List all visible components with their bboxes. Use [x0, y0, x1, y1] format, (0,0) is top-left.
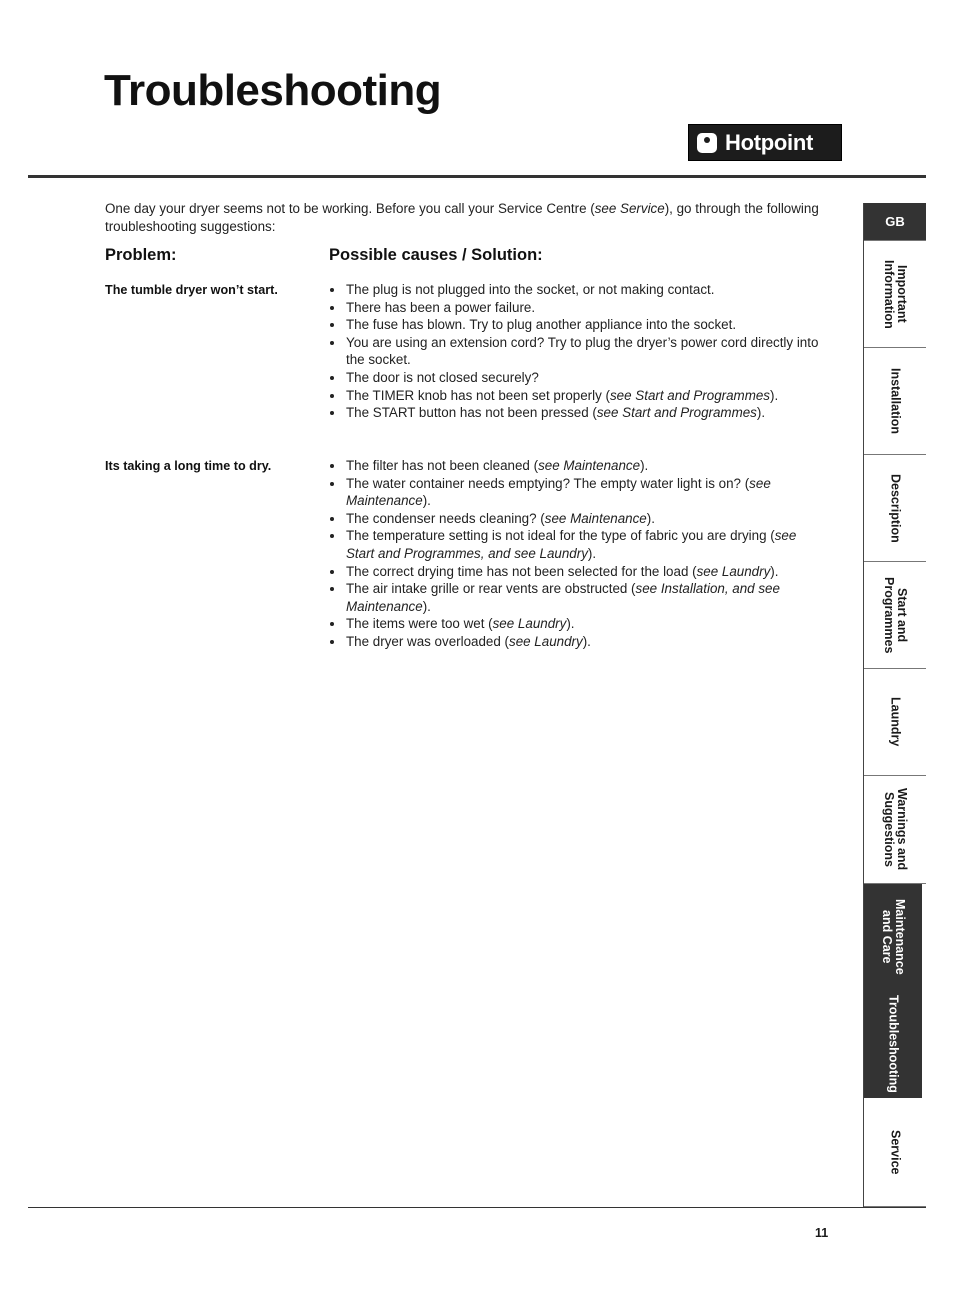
sidebar-tab-service[interactable]: [864, 1098, 926, 1207]
sidebar-tab-warnings-and-suggestions[interactable]: [864, 776, 926, 884]
section-sidebar: [863, 203, 926, 1208]
sidebar-tab-label: Description: [888, 473, 903, 543]
hotpoint-logo-icon: [697, 133, 717, 153]
cause-text: The TIMER knob has not been set properly (: [346, 387, 610, 403]
cause-text: The door is not closed securely?: [346, 369, 539, 385]
cross-reference[interactable]: see Start and Programmes: [609, 387, 770, 403]
sidebar-tab-start-and-programmes[interactable]: [864, 562, 926, 669]
cause-item: [329, 633, 819, 651]
cause-text: You are using an extension cord? Try to plug the dryer’s power cord directly into the socket.: [346, 334, 819, 368]
problem-column-heading: Problem:: [105, 246, 177, 264]
cross-reference[interactable]: see Maintenance: [538, 458, 641, 473]
sidebar-tab-troubleshooting[interactable]: [864, 991, 922, 1098]
cause-item: [329, 510, 819, 528]
sidebar-tab-label: Warnings and Suggestions: [882, 788, 909, 871]
sidebar-tab-laundry[interactable]: [864, 669, 926, 776]
sidebar-tab-label: Maintenance and Care: [880, 899, 907, 975]
cross-reference[interactable]: see Maintenance: [544, 510, 647, 526]
intro-paragraph: [105, 200, 825, 236]
cause-text: The condenser needs cleaning? (: [346, 510, 545, 526]
page-number: 11: [815, 1226, 829, 1240]
cause-text: The fuse has blown. Try to plug another appliance into the socket.: [346, 317, 737, 333]
cross-reference[interactable]: see Start and Programmes, and see Laundry: [346, 528, 797, 561]
cause-text-end: ).: [770, 563, 779, 579]
cause-item: [329, 527, 819, 562]
cause-text-end: ).: [422, 598, 431, 614]
cause-item: [329, 563, 819, 581]
sidebar-tab-label: Important Information: [882, 259, 909, 329]
sidebar-tab-label: Installation: [888, 367, 903, 434]
cause-text-end: ).: [582, 633, 591, 649]
cause-item: [329, 404, 819, 422]
sidebar-tab-label: Laundry: [888, 697, 903, 747]
brand-name: Hotpoint: [725, 129, 814, 155]
cause-text-end: ).: [756, 405, 766, 421]
cause-text-end: ).: [566, 616, 575, 632]
sidebar-tab-label: Start and Programmes: [882, 576, 909, 654]
cause-item: [329, 580, 819, 615]
cause-text: The filter has not been cleaned (: [346, 458, 539, 473]
cross-reference[interactable]: see Maintenance: [346, 475, 771, 509]
sidebar-tab-label: Service: [888, 1129, 903, 1175]
cause-item: [329, 475, 819, 510]
intro-text-start: One day your dryer seems not to be working. Before you call your Service Centre (: [105, 201, 595, 216]
cause-item: [329, 369, 819, 387]
cause-text-end: ).: [770, 387, 779, 403]
cause-item: [329, 387, 819, 405]
cross-reference[interactable]: see Laundry: [509, 633, 583, 649]
cause-item: [329, 299, 819, 317]
cause-list: [329, 281, 819, 422]
sidebar-tab-important-information[interactable]: [864, 241, 926, 348]
cause-list: [329, 457, 819, 651]
sidebar-tab-label: Troubleshooting: [886, 995, 901, 1093]
sidebar-tab-installation[interactable]: [864, 347, 926, 455]
cause-text-end: ).: [587, 545, 597, 561]
cross-reference[interactable]: see Installation, and see Maintenance: [346, 581, 780, 614]
problem-title: The tumble dryer won’t start.: [105, 283, 278, 297]
cause-text: The correct drying time has not been selected for the load (: [346, 563, 697, 579]
cross-reference[interactable]: see Laundry: [492, 616, 567, 632]
cause-text-end: ).: [646, 510, 655, 526]
cause-text: The dryer was overloaded (: [346, 633, 509, 649]
page-title: Troubleshooting: [104, 66, 442, 115]
cause-item: [329, 316, 819, 334]
problem-title: Its taking a long time to dry.: [105, 459, 272, 473]
cause-text: The items were too wet (: [346, 616, 493, 632]
language-tab-gb[interactable]: GB: [864, 203, 926, 241]
cause-item: [329, 334, 819, 369]
cross-reference[interactable]: see Laundry: [696, 563, 771, 579]
cause-text: The water container needs emptying? The empty water light is on? (: [346, 475, 750, 491]
cause-text: The air intake grille or rear vents are obstructed (: [346, 581, 636, 597]
cause-text: The START button has not been pressed (: [346, 405, 597, 421]
footer-divider: [28, 1207, 926, 1208]
cause-text: The temperature setting is not ideal for the type of fabric you are drying (: [346, 528, 775, 544]
solution-column-heading: Possible causes / Solution:: [329, 246, 543, 264]
hotpoint-logo: [688, 124, 842, 161]
intro-text-end: ), go through the following troubleshooting suggestions:: [105, 201, 819, 234]
sidebar-tab-description[interactable]: [864, 455, 926, 562]
cause-item: [329, 615, 819, 633]
header-divider: [28, 175, 926, 178]
cause-text: There has been a power failure.: [346, 299, 536, 315]
intro-reference[interactable]: see Service: [594, 201, 665, 216]
cause-item: [329, 281, 819, 299]
sidebar-tab-maintenance-and-care[interactable]: [864, 884, 922, 991]
cause-text-end: ).: [640, 458, 649, 473]
cause-text: The plug is not plugged into the socket, or not making contact.: [346, 282, 715, 297]
cross-reference[interactable]: see Start and Programmes: [596, 405, 757, 421]
cause-item: [329, 457, 819, 475]
cause-text-end: ).: [422, 493, 431, 509]
